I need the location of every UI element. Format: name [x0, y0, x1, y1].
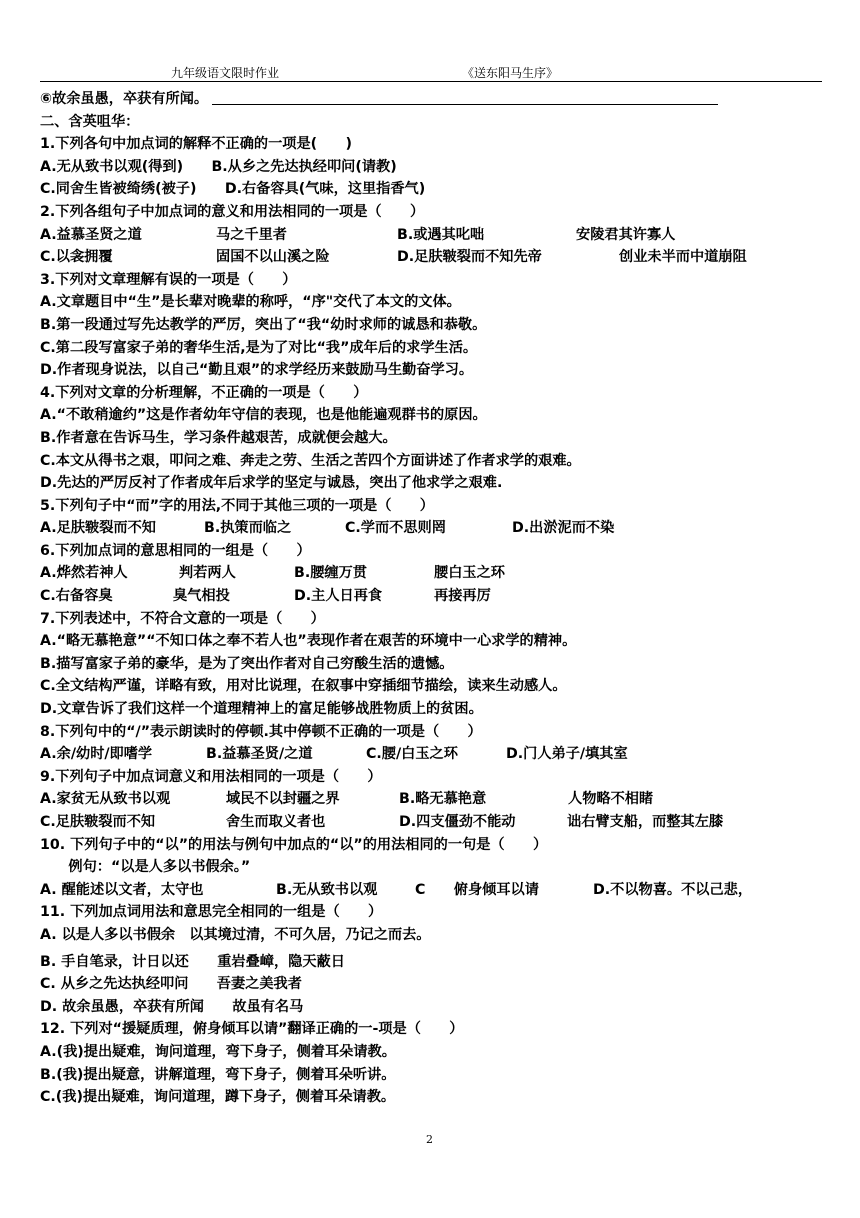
page-header: [0, 64, 860, 82]
option-row: [40, 585, 830, 608]
option-line: A.“不敢稍逾约”这是作者幼年守信的表现，也是他能遍观群书的原因。: [40, 407, 487, 424]
option-line: C.同舍生皆被绮绣(被子) D.右备容具(气味，这里指香气): [40, 181, 426, 198]
section-heading: 二、含英咀华：: [40, 113, 140, 130]
question-stem: 9.下列句子中加点词意义和用法相同的一项是（ ）: [40, 768, 382, 785]
option-c-pair: 固国不以山溪之险: [216, 249, 330, 266]
question-stem: 4.下列对文章的分析理解，不正确的一项是（ ）: [40, 384, 368, 401]
option-a: A.余/幼时/即嗜学: [40, 746, 153, 763]
option-line: B. 手自笔录，计日以还 重岩叠嶂，隐天蔽日: [40, 953, 345, 970]
option-line: B.(我)提出疑意，讲解道理，弯下身子，侧着耳朵听讲。: [40, 1066, 396, 1083]
option-line: A. 以是人多以书假余 以其境过清，不可久居，乃记之而去。: [40, 926, 431, 943]
option-line: B.描写富家子弟的豪华，是为了突出作者对自己穷酸生活的遗憾。: [40, 655, 454, 672]
option-b: B.执策而临之: [204, 520, 292, 537]
question-stem: 12. 下列对“援疑质理，俯身倾耳以请”翻译正确的一-项是（ ）: [40, 1021, 464, 1038]
option-row: [40, 743, 830, 766]
option-line: C.第二段写富家子弟的奢华生活,是为了对比“我”成年后的求学生活。: [40, 339, 478, 356]
option-line: B.作者意在告诉马生，学习条件越艰苦，成就便会越大。: [40, 429, 397, 446]
option-c: C.足肤皲裂而不知: [40, 814, 156, 830]
worksheet-body: [40, 88, 830, 1109]
option-d: D.主人日再食: [294, 588, 383, 605]
option-row: [40, 879, 830, 902]
option-d: D.四支僵劲不能动: [399, 814, 516, 830]
option-d: D.出淤泥而不染: [512, 520, 615, 537]
option-c: C.以衾拥覆: [40, 249, 113, 266]
option-a: A.家贫无从致书以观: [40, 791, 171, 808]
option-row: [40, 246, 830, 269]
option-c: C.右备容臭: [40, 588, 113, 605]
question-stem: 10. 下列句子中的“以”的用法与例句中加点的“以”的用法相同的一句是（ ）: [40, 836, 548, 853]
option-row: [40, 811, 830, 834]
option-row: [40, 562, 830, 585]
question-stem: 11. 下列加点词用法和意思完全相同的一组是（ ）: [40, 904, 383, 921]
option-b: B.无从致书以观: [276, 881, 378, 898]
option-a-pair: 马之千里者: [216, 226, 287, 243]
option-c: C.腰/白玉之环: [366, 746, 458, 763]
option-b: B.略无慕艳意: [399, 791, 487, 808]
option-line: C.全文结构严谨，详略有致，用对比说理，在叙事中穿插细节描绘，读来生动感人。: [40, 678, 567, 695]
option-line: A.(我)提出疑难，询问道理，弯下身子，侧着耳朵请教。: [40, 1043, 396, 1060]
question-stem: 3.下列对文章理解有误的一项是（ ）: [40, 271, 297, 288]
option-line: A.无从致书以观(得到) B.从乡之先达执经叩问(请教): [40, 158, 397, 175]
question-stem: 6.下列加点词的意思相同的一组是（ ）: [40, 542, 311, 559]
option-b-pair: 人物略不相睹: [568, 791, 654, 808]
option-a: A.益慕圣贤之道: [40, 226, 142, 243]
answer-blank[interactable]: [212, 90, 718, 105]
question-stem: 5.下列句子中“而”字的用法,不同于其他三项的一项是（ ）: [40, 497, 434, 514]
question-line: ⑥故余虽愚，卒获有所闻。: [40, 88, 830, 111]
option-a: A.足肤皲裂而不知: [40, 520, 156, 537]
option-b: B.腰缠万贯: [294, 565, 367, 582]
option-d-pair: 再接再厉: [434, 588, 491, 605]
option-d: D.门人弟子/填其室: [506, 746, 628, 763]
header-course-title: 九年级语文限时作业: [171, 66, 280, 80]
option-c: C 俯身倾耳以请: [415, 881, 539, 898]
question-stem: 7.下列表述中，不符合文意的一项是（ ）: [40, 610, 325, 627]
option-a-pair: 域民不以封疆之界: [226, 791, 340, 808]
question-stem: 8.下列句中的“/”表示朗读时的停顿.其中停顿不正确的一项是（ ）: [40, 723, 482, 740]
option-a: A. 醒能述以文者，太守也: [40, 881, 204, 898]
option-d-pair: 创业未半而中道崩阻: [619, 249, 747, 266]
question-stem: 2.下列各组句子中加点词的意义和用法相同的一项是（ ）: [40, 203, 425, 220]
option-b: B.或遇其叱咄: [397, 226, 485, 243]
question-stem: 1.下列各句中加点词的解释不正确的一项是( ): [40, 136, 352, 153]
option-c-pair: 臭气相投: [173, 588, 230, 605]
option-c: C.学而不思则罔: [345, 520, 446, 537]
option-a: A.烨然若神人: [40, 565, 128, 582]
option-b: B.益慕圣贤/之道: [206, 746, 313, 763]
option-line: A.“略无慕艳意”“不知口体之奉不若人也”表现作者在艰苦的环境中一心求学的精神。: [40, 633, 577, 650]
header-rule: [40, 81, 822, 82]
option-line: D.先达的严厉反衬了作者成年后求学的坚定与诚恳，突出了他求学之艰难.: [40, 475, 503, 492]
example-line: 例句：“以是人多以书假余。”: [40, 859, 251, 876]
option-row: [40, 224, 830, 247]
option-line: A.文章题目中“生”是长辈对晚辈的称呼，“序"交代了本文的文体。: [40, 294, 461, 311]
option-d: D.不以物喜。不以己悲，: [593, 881, 753, 898]
option-line: B.第一段通过写先达教学的严厉，突出了“我“幼时求师的诚恳和恭敬。: [40, 316, 487, 333]
option-b-pair: 腰白玉之环: [434, 565, 505, 582]
option-a-pair: 判若两人: [179, 565, 236, 582]
option-b-pair: 安陵君其许寡人: [576, 226, 676, 243]
header-lesson-title: 《送东阳马生序》: [462, 66, 559, 80]
option-row: [40, 517, 830, 540]
option-d: D.足肤皲裂而不知先帝: [397, 249, 542, 266]
option-row: [40, 788, 830, 811]
page-number: 2: [426, 1133, 433, 1146]
option-line: D.作者现身说法，以自己“勤且艰”的求学经历来鼓励马生勤奋学习。: [40, 362, 474, 379]
option-line: C.(我)提出疑难，询问道理，蹲下身子，侧着耳朵请教。: [40, 1089, 396, 1106]
option-c-pair: 舍生而取义者也: [226, 814, 326, 830]
option-d-pair: 诎右臂支船，而整其左膝: [567, 814, 724, 830]
option-line: C.本文从得书之艰，叩问之难、奔走之劳、生活之苦四个方面讲述了作者求学的艰难。: [40, 452, 581, 469]
option-line: D.文章告诉了我们这样一个道理精神上的富足能够战胜物质上的贫困。: [40, 701, 483, 718]
option-line: C. 从乡之先达执经叩问 吾妻之美我者: [40, 976, 302, 993]
option-line: D. 故余虽愚，卒获有所闻 故虽有名马: [40, 998, 304, 1015]
